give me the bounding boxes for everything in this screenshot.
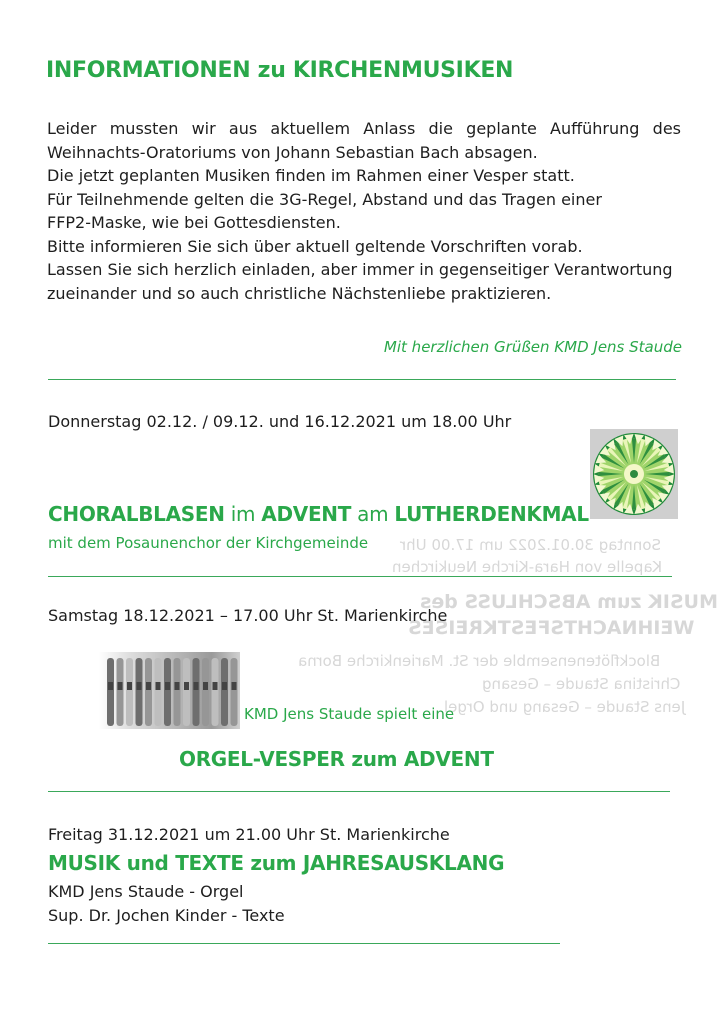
greeting: Mit herzlichen Grüßen KMD Jens Staude (383, 338, 682, 356)
organ-pipes-icon (99, 652, 240, 729)
rose-window-image (590, 429, 678, 519)
event3-title: MUSIK und TEXTE zum JAHRESAUSKLANG (48, 851, 505, 875)
event1-date: Donnerstag 02.12. / 09.12. und 16.12.2021 um 18.00 Uhr (48, 412, 512, 431)
event2-date: Samstag 18.12.2021 – 17.00 Uhr St. Marienkirche (48, 606, 448, 625)
showthrough-line: WEIHNACHTSFESTKREISES (408, 617, 695, 639)
event1-title-part: CHORALBLASEN (48, 502, 225, 526)
intro-paragraph: Für Teilnehmende gelten die 3G-Regel, Abstand und das Tragen einer FFP2-Maske, wie bei Gottesdiensten. (47, 189, 602, 232)
showthrough-line: Christina Staude – Gesang (482, 675, 681, 693)
divider (48, 379, 676, 380)
intro-paragraph: Lassen Sie sich herzlich einladen, aber immer in gegenseitiger Verantwortung zueinander und so auch christliche Nächstenliebe praktizieren. (47, 260, 673, 303)
event3-line: Sup. Dr. Jochen Kinder - Texte (48, 906, 285, 925)
intro-paragraph: Leider mussten wir aus aktuellem Anlass die geplante Aufführung des Weihnachts-Oratoriums von Johann Sebastian Bach absagen. (47, 119, 681, 162)
divider (48, 791, 670, 792)
intro-paragraph: Die jetzt geplanten Musiken finden im Rahmen einer Vesper statt. (47, 166, 575, 185)
showthrough-line: MUSIK zum ABSCHLUSS des (420, 591, 718, 613)
event3-date: Freitag 31.12.2021 um 21.00 Uhr St. Marienkirche (48, 825, 450, 844)
organ-pipes-image (99, 652, 240, 729)
intro-paragraph: Bitte informieren Sie sich über aktuell geltende Vorschriften vorab. (47, 236, 583, 256)
showthrough-line: Jens Staude – Gesang und Orgel (444, 698, 686, 716)
divider (48, 576, 672, 577)
page-title: INFORMATIONEN zu KIRCHENMUSIKEN (46, 58, 514, 83)
showthrough-line: Sonntag 30.01.2022 um 17.00 Uhr (400, 536, 661, 554)
event1-title-part: im (224, 502, 262, 526)
showthrough-line: Blockflötenensemble der St. Marienkirche Borna (298, 652, 661, 670)
event1-title-part: LUTHERDENKMAL (394, 502, 589, 526)
event1-title (48, 502, 589, 526)
event3-line: KMD Jens Staude - Orgel (48, 882, 244, 901)
intro-text (47, 117, 681, 305)
event1-title-part: am (351, 502, 395, 526)
rose-window-icon (590, 429, 678, 519)
event1-subtitle: mit dem Posaunenchor der Kirchgemeinde (48, 534, 369, 552)
event1-title-part: ADVENT (261, 502, 352, 526)
event2-title: ORGEL-VESPER zum ADVENT (179, 747, 494, 771)
divider (48, 943, 560, 944)
showthrough-line: Kapelle von Hara-Kirche Neukirchen (392, 558, 663, 576)
event2-performer: KMD Jens Staude spielt eine (244, 705, 455, 723)
